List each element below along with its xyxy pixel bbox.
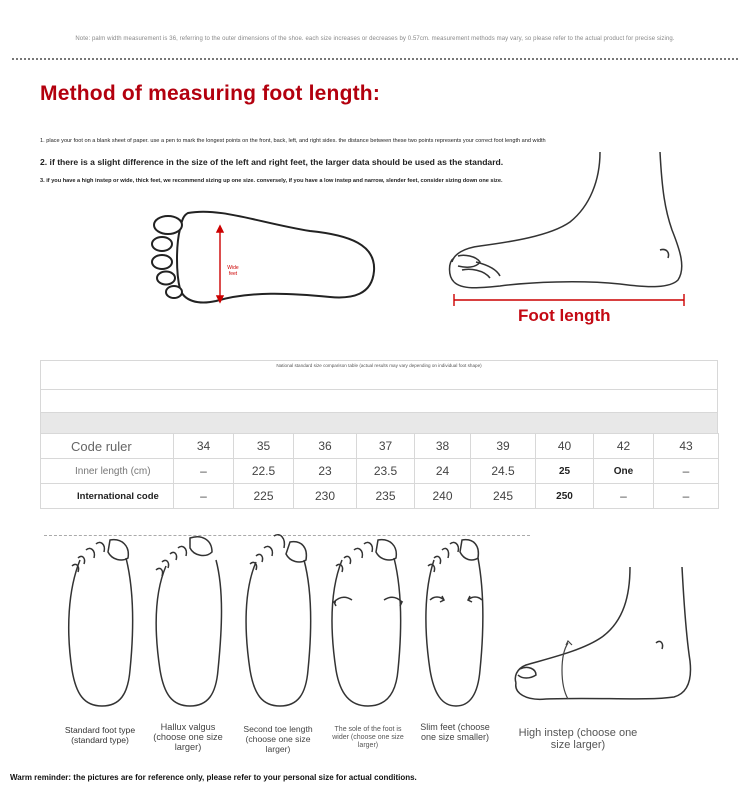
- hallux-valgus-caption: Hallux valgus (choose one size larger): [153, 722, 223, 752]
- dotted-divider: [12, 58, 738, 60]
- table-cell: 24.5: [471, 459, 536, 484]
- top-note: Note: palm width measurement is 36, referring to the outer dimensions of the shoe. each size increases or decreases by 0.57cm. measurement methods may vary, so please refer to the actual product for precise sizing.: [75, 36, 675, 42]
- table-caption: [40, 360, 718, 389]
- step-2-text: 2. if there is a slight difference in the size of the left and right feet, the larger data should be used as the standard.: [40, 157, 504, 167]
- second-toe-length-caption: Second toe length (choose one size larger): [243, 724, 313, 754]
- table-cell: 230: [294, 484, 357, 509]
- table-cell: 42: [594, 434, 654, 459]
- foot-side-view-illustration: [440, 150, 700, 310]
- wide-sole-foot-illustration: [328, 530, 408, 710]
- table-cell: 43: [654, 434, 719, 459]
- table-cell: 36: [294, 434, 357, 459]
- table-cell: 23.5: [357, 459, 415, 484]
- foot-sole-outline-illustration: [140, 205, 380, 310]
- table-cell: 39: [471, 434, 536, 459]
- table-row: [41, 434, 719, 459]
- row-label: Inner length (cm): [41, 459, 174, 484]
- table-cell: –: [654, 484, 719, 509]
- table-blank-row: [40, 389, 718, 412]
- table-cell: 38: [415, 434, 471, 459]
- table-cell: One: [594, 459, 654, 484]
- row-label: Code ruler: [41, 434, 174, 459]
- table-row: [41, 459, 719, 484]
- hallux-valgus-foot-illustration: [150, 530, 230, 710]
- wide-feet-label: Wide feet: [227, 265, 239, 277]
- table-cell: 34: [174, 434, 234, 459]
- table-cell: 245: [471, 484, 536, 509]
- table-caption-text: National standard size comparison table (actual results may vary depending on individual foot shape): [276, 363, 482, 368]
- step-1-text: 1. place your foot on a blank sheet of paper. use a pen to mark the longest points on the front, back, left, and right sides. the distance between these two points represents your correct foot length and width: [40, 138, 546, 144]
- table-cell: 24: [415, 459, 471, 484]
- step-3-text: 3. if you have a high instep or wide, thick feet, we recommend sizing up one size. conversely, if you have a low instep and narrow, slender feet, consider sizing down one size.: [40, 178, 503, 184]
- warm-reminder-text: Warm reminder: the pictures are for reference only, please refer to your personal size for actual conditions.: [10, 773, 417, 782]
- standard-foot-caption: Standard foot type (standard type): [64, 725, 136, 745]
- size-comparison-table: [40, 360, 718, 509]
- table-cell: 37: [357, 434, 415, 459]
- table-cell: –: [594, 484, 654, 509]
- size-table-grid: [40, 433, 719, 509]
- table-cell: 22.5: [234, 459, 294, 484]
- table-cell: 250: [536, 484, 594, 509]
- standard-foot-illustration: [62, 530, 142, 710]
- table-row: [41, 484, 719, 509]
- table-cell: 25: [536, 459, 594, 484]
- high-instep-caption: High instep (choose one size larger): [518, 727, 638, 751]
- row-label: International code: [41, 484, 174, 509]
- wide-sole-caption: The sole of the foot is wider (choose one size larger): [332, 726, 404, 749]
- table-cell: 35: [234, 434, 294, 459]
- table-cell: –: [174, 459, 234, 484]
- table-cell: 235: [357, 484, 415, 509]
- table-cell: 240: [415, 484, 471, 509]
- slim-feet-caption: Slim feet (choose one size smaller): [420, 722, 490, 742]
- table-gray-header-row: [40, 412, 718, 433]
- slim-foot-illustration: [416, 530, 496, 710]
- table-cell: –: [174, 484, 234, 509]
- table-cell: 23: [294, 459, 357, 484]
- foot-length-label: Foot length: [518, 306, 611, 325]
- high-instep-foot-illustration: [506, 565, 696, 715]
- table-cell: 225: [234, 484, 294, 509]
- second-toe-length-foot-illustration: [240, 530, 320, 710]
- page-title: Method of measuring foot length:: [40, 82, 381, 105]
- table-cell: –: [654, 459, 719, 484]
- table-cell: 40: [536, 434, 594, 459]
